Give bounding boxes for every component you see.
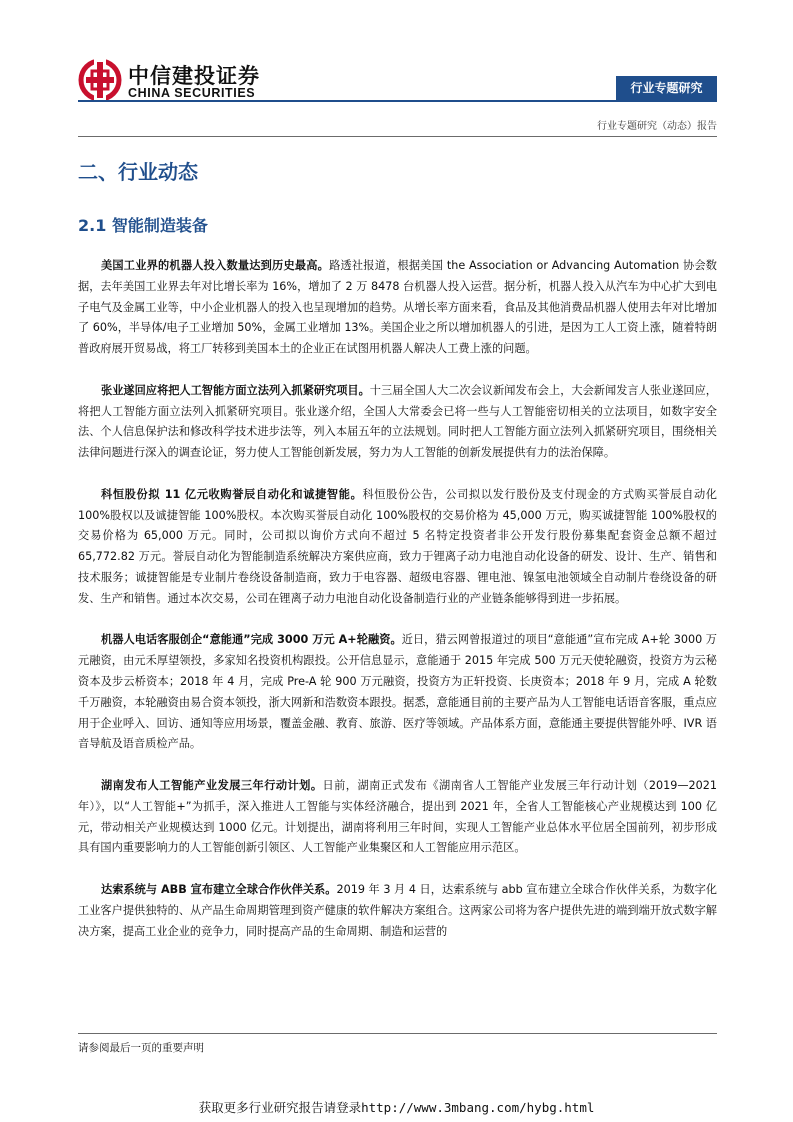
disclaimer-note: 请参阅最后一页的重要声明 xyxy=(78,1042,204,1054)
news-title: 美国工业界的机器人投入数量达到历史最高。 xyxy=(101,259,330,272)
news-body: 十三届全国人大二次会议新闻发布会上，大会新闻发言人张业遂回应，将把人工智能方面立法列入抓紧研究项目。张业遂介绍，全国人大常委会已将一些与人工智能密切相关的立法项目，如数字安全法、个人信息保护法和修改科学技术进步法等，列入本届五年的立法规划。同时把人工智能方面立法列入抓紧研究项目，围绕相关法律问题进行深入的调查论证，努力使人工智能创新发展，努力为人工智能的创新发展提供有力的法治保障。 xyxy=(78,383,717,460)
section-heading: 二、行业动态 xyxy=(78,160,198,184)
header-divider xyxy=(78,100,717,102)
news-paragraph xyxy=(78,880,717,942)
news-paragraph xyxy=(78,485,717,610)
article-body xyxy=(78,256,717,963)
news-title: 达索系统与 ABB 宣布建立全球合作伙伴关系。 xyxy=(101,882,337,896)
subsection-heading: 2.1 智能制造装备 xyxy=(78,216,208,235)
citic-logo-icon xyxy=(78,58,122,102)
news-paragraph xyxy=(78,630,717,755)
news-body: 2019 年 3 月 4 日，达索系统与 abb 宣布建立全球合作伙伴关系，为数字化工业客户提供独特的、从产品生命周期管理到资产健康的软件解决方案组合。这两家公司将为客户提供先进的端到端开放式数字解决方案，提高工业企业的竞争力，同时提高产品的生命周期、制造和运营的 xyxy=(78,882,717,938)
download-link-text[interactable]: 获取更多行业研究报告请登录http://www.3mbang.com/hybg.html xyxy=(198,1100,595,1115)
report-type-label: 行业专题研究（动态）报告 xyxy=(597,121,717,132)
logo-english-name: CHINA SECURITIES xyxy=(128,86,256,100)
company-logo xyxy=(78,58,268,104)
footer-divider xyxy=(78,1033,717,1034)
news-title: 科恒股份拟 11 亿元收购誉辰自动化和诚捷智能。 xyxy=(101,487,363,501)
news-title: 机器人电话客服创企“意能通”完成 3000 万元 A+轮融资。 xyxy=(101,633,402,647)
report-category-tag: 行业专题研究 xyxy=(616,76,717,100)
news-paragraph xyxy=(78,381,717,464)
page-header xyxy=(0,0,793,140)
news-title: 张业遂回应将把人工智能方面立法列入抓紧研究项目。 xyxy=(101,383,370,397)
news-body: 日前，湖南正式发布《湖南省人工智能产业发展三年行动计划（2019—2021 年）》，以“人工智能+”为抓手，深入推进人工智能与实体经济融合，提出到 2021 年，全省人工智能核心产业规模达到 100 亿元，带动相关产业规模达到 1000 亿元。计划提出，湖南将利用三年时间，实现人工智能产业总体水平位居全国前列，初步形成具有国内重要影响力的人工智能创新引领区、人工智能产业集聚区和人工智能应用示范区。 xyxy=(78,778,717,855)
header-subdivider xyxy=(78,136,717,137)
news-paragraph xyxy=(78,256,717,360)
logo-chinese-name: 中信建投证券 xyxy=(128,64,260,88)
news-body: 近日，猎云网曾报道过的项目“意能通”宣布完成 A+轮 3000 万元融资，由元禾厚望领投，多家知名投资机构跟投。公开信息显示，意能通于 2015 年完成 500 万元天使轮融资，投资方为云秘资本及步云桥资本；2018 年 4 月，完成 Pre-A 轮 900 万元融资，投资方为正轩投资、长庚资本；2018 年 9 月，完成 A 轮数千万融资，本轮融资由易合资本领投，浙大网新和浩数资本跟投。据悉，意能通目前的主要产品为人工智能电话语音客服，重点应用于企业呼入、回访、通知等应用场景，覆盖金融、教育、旅游、医疗等领域。产品体系方面，意能通主要提供智能外呼、IVR 语音导航及语音质检产品。 xyxy=(78,633,717,751)
news-body: 科恒股份公告，公司拟以发行股份及支付现金的方式购买誉辰自动化 100%股权以及诚捷智能 100%股权。本次购买誉辰自动化 100%股权的交易价格为 45,000 万元，购买诚捷智能 100%股权的交易价格为 65,000 万元。同时，公司拟以询价方式向不超过 5 名特定投资者非公开发行股份募集配套资金总额不超过 65,772.82 万元。誉辰自动化为智能制造系统解决方案供应商，致力于锂离子动力电池自动化设备的研发、设计、生产、销售和技术服务；诚捷智能是专业制片卷绕设备制造商，致力于电容器、超级电容器、锂电池、镍氢电池领域全自动制片卷绕设备的研发、生产和销售。通过本次交易，公司在锂离子动力电池自动化设备制造行业的产业链条能够得到进一步拓展。 xyxy=(78,487,717,605)
news-paragraph xyxy=(78,776,717,859)
news-title: 湖南发布人工智能产业发展三年行动计划。 xyxy=(101,778,323,792)
news-body: 路透社报道，根据美国 the Association or Advancing Automation 协会数据，去年美国工业界去年对比增长率为 16%，增加了 2 万 8478 台机器人投入运营。据分析，机器人投入从汽车为中心扩大到电子电气及金属工业等，中小企业机器人的投入也呈现增加的趋势。从增长率方面来看，食品及其他消费品机器人使用去年对比增加了 60%，半导体/电子工业增加 50%，金属工业增加 13%。美国企业之所以增加机器人的引进，是因为工人工资上涨，随着特朗普政府展开贸易战，将工厂转移到美国本土的企业正在试图用机器人解决人工费上涨的问题。 xyxy=(78,259,717,356)
